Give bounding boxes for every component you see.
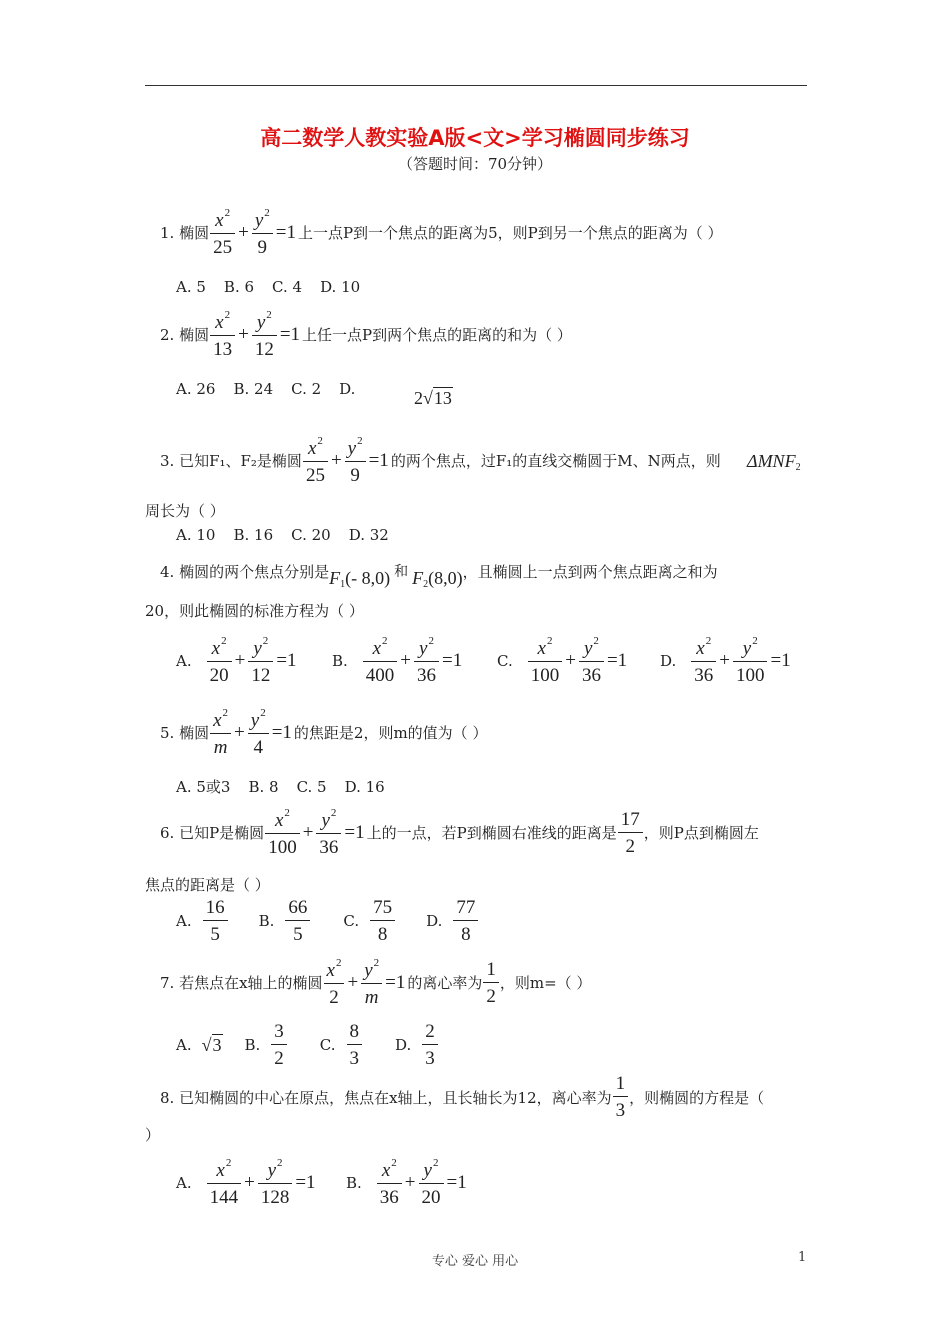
choice-b[interactable]: B. 6 bbox=[223, 278, 255, 296]
question-4: 4. 椭圆的两个焦点分别是 $F_1(-$ 8,0) 和 $F_2(8,0)$ ，且椭圆上一点到两个焦点距离之和为 bbox=[160, 562, 718, 590]
choice-b[interactable]: B. 16 bbox=[233, 526, 274, 544]
question-3-choices bbox=[176, 526, 407, 544]
question-2-choices bbox=[176, 380, 373, 398]
question-8-choice-b[interactable]: B. $\frac{x^2}{36}$ + $\frac{y^2}{20}$ =1 bbox=[346, 1157, 467, 1208]
choice-a[interactable]: A. 5或3 bbox=[176, 778, 231, 796]
choice-a[interactable]: A. 26 bbox=[176, 380, 216, 398]
two-sqrt-13: 2√13 bbox=[414, 388, 452, 408]
question-5: 5. 椭圆 $\frac{x^2}{m}$ + $\frac{y^2}{4}$ =1 的焦距是2，则m的值为（ ） bbox=[160, 707, 488, 758]
question-6-choices: A. $\frac{16}{5}$ B. $\frac{66}{5}$ C. $\frac{75}{8}$ D. $\frac{77}{8}$ bbox=[176, 898, 479, 944]
choice-c[interactable]: C. 5 bbox=[296, 777, 327, 796]
choice-b[interactable]: B. 24 bbox=[233, 380, 274, 398]
question-8: 8. 已知椭圆的中心在原点，焦点在x轴上，且长轴长为12，离心率为 $\frac{1}{3}$ ，则椭圆的方程是（ bbox=[160, 1073, 765, 1121]
focus-f1: $F_1(-$ 8,0) bbox=[329, 568, 391, 590]
fraction-y2-9: $\frac{y^2}{9}$ bbox=[345, 436, 366, 485]
question-3: 3. 已知F₁、F₂是椭圆 $\frac{x^2}{25}$ + $\frac{y^2}{9}$ =1 的两个焦点，过F₁的直线交椭圆于M、N两点，则 bbox=[160, 435, 721, 486]
choice-c[interactable]: C. 2 bbox=[291, 380, 322, 398]
fraction-y2-9: $\frac{y^2}{9}$ bbox=[252, 208, 273, 257]
choice-c[interactable]: C. 20 bbox=[291, 526, 331, 544]
choice-d[interactable]: D. 32 bbox=[348, 526, 389, 544]
page-number: 1 bbox=[798, 1250, 807, 1265]
question-4-choice-b[interactable]: B. $\frac{x^2}{400}$ + $\frac{y^2}{36}$ =1 bbox=[332, 635, 463, 686]
fraction-x2-13: $\frac{x^2}{13}$ bbox=[210, 310, 235, 359]
header-rule bbox=[145, 85, 807, 86]
question-5-choices bbox=[176, 776, 403, 797]
question-7: 7. 若焦点在x轴上的椭圆 $\frac{x^2}{2}$ + $\frac{y^2}{m}$ =1 的离心率为 $\frac{1}{2}$ ，则m=（ ） bbox=[160, 957, 592, 1008]
triangle-mnf2: $\Delta MNF_2$ bbox=[747, 451, 801, 473]
page-title: 高二数学人教实验A版<文>学习椭圆同步练习 bbox=[260, 126, 690, 150]
question-6-line2: 焦点的距离是（ ） bbox=[145, 876, 270, 894]
question-8-line2: ） bbox=[145, 1126, 161, 1144]
choice-b[interactable]: B. 8 bbox=[248, 777, 279, 796]
question-4-choice-c[interactable]: C. $\frac{x^2}{100}$ + $\frac{y^2}{36}$ =1 bbox=[497, 635, 628, 686]
choice-d[interactable]: D. 10 bbox=[320, 278, 361, 296]
choice-d[interactable]: D. 16 bbox=[344, 777, 385, 796]
fraction-x2-25: $\frac{x^2}{25}$ bbox=[210, 208, 235, 257]
page-subtitle: （答题时间：70分钟） bbox=[397, 155, 553, 173]
question-6: 6. 已知P是椭圆 $\frac{x^2}{100}$ + $\frac{y^2}{36}$ =1 上的一点，若P到椭圆右准线的距离是 $\frac{17}{2}$ ，则P点到椭圆左 bbox=[160, 807, 759, 858]
fraction-y2-12: $\frac{y^2}{12}$ bbox=[252, 310, 277, 359]
question-3-line2: 周长为（ ） bbox=[145, 502, 225, 520]
question-8-choice-a[interactable]: A. $\frac{x^2}{144}$ + $\frac{y^2}{128}$ =1 bbox=[176, 1157, 316, 1208]
page-footer: 专心 爱心 用心 bbox=[431, 1254, 519, 1269]
question-1: 1. 椭圆 $\frac{x^2}{25}$ + $\frac{y^2}{9}$ =1 上一点P到一个焦点的距离为5，则P到另一个焦点的距离为（ ） bbox=[160, 207, 723, 258]
focus-f2: $F_2(8,0)$ bbox=[412, 568, 463, 590]
choice-d[interactable]: D. bbox=[339, 380, 356, 398]
choice-a[interactable]: A. 10 bbox=[176, 526, 216, 544]
question-1-choices bbox=[176, 278, 378, 296]
question-4-line2: 20，则此椭圆的标准方程为（ ） bbox=[145, 602, 364, 620]
question-4-choice-a[interactable]: A. $\frac{x^2}{20}$ + $\frac{y^2}{12}$ =1 bbox=[176, 635, 297, 686]
question-7-choices: A. √3 B. $\frac{3}{2}$ C. $\frac{8}{3}$ D. $\frac{2}{3}$ bbox=[176, 1022, 439, 1068]
fraction-x2-25: $\frac{x^2}{25}$ bbox=[303, 436, 328, 485]
question-4-choice-d[interactable]: D. $\frac{x^2}{36}$ + $\frac{y^2}{100}$ =1 bbox=[660, 635, 791, 686]
question-2: 2. 椭圆 $\frac{x^2}{13}$ + $\frac{y^2}{12}$ =1 上任一点P到两个焦点的距离的和为（ ） bbox=[160, 309, 572, 360]
choice-c[interactable]: C. 4 bbox=[272, 278, 303, 296]
choice-a[interactable]: A. 5 bbox=[176, 278, 206, 296]
